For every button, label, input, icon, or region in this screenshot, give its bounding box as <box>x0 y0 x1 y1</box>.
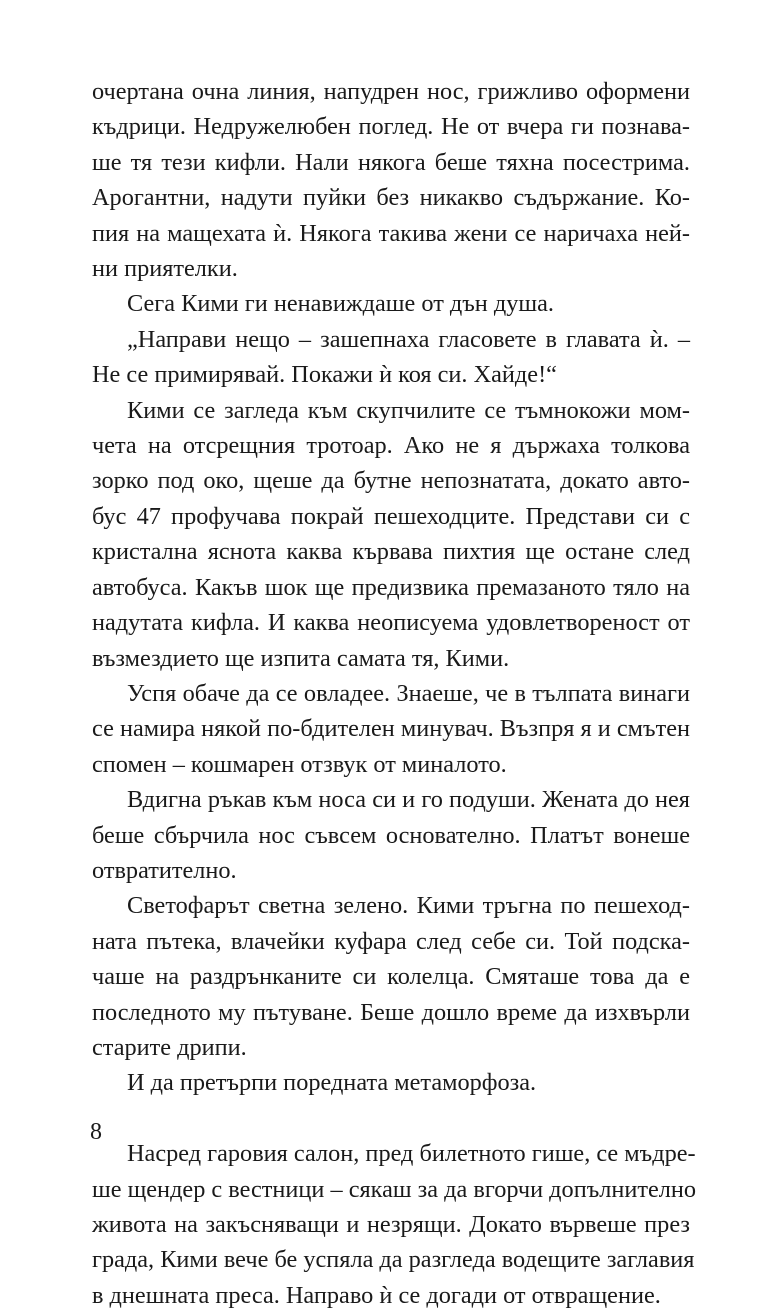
text-line: И да претърпи поредната метаморфоза. <box>127 1069 537 1097</box>
text-line: ната пътека, влачейки куфара след себе си. Той подска- <box>92 927 690 955</box>
paragraph <box>92 74 690 286</box>
text-line: къдрици. Недружелюбен поглед. Не от вчера ги познава- <box>92 113 690 141</box>
text-line: ше тя тези кифли. Нали някога беше тяхна посестрима. <box>92 148 690 176</box>
text-line: възмездието ще изпита самата тя, Кими. <box>92 644 510 672</box>
text-line: живота на закъсняващи и незрящи. Докато вървеше през <box>92 1210 690 1238</box>
paragraph <box>92 286 690 321</box>
text-line: очертана очна линия, напудрен нос, грижливо оформени <box>92 78 690 105</box>
text-line: чаше на раздрънканите си колелца. Смяташе това да е <box>92 963 690 991</box>
text-line: автобуса. Какъв шок ще предизвика премазаното тяло на <box>92 573 690 601</box>
text-line: Не се примирявай. Покажи ѝ коя си. Хайде!“ <box>92 361 557 389</box>
paragraph <box>92 393 690 676</box>
text-line: Успя обаче да се овладее. Знаеше, че в тълпата винаги <box>127 679 690 707</box>
text-line: Светофарът светна зелено. Кими тръгна по пешеход- <box>127 892 690 920</box>
paragraph <box>92 888 690 1065</box>
text-line: кристална яснота каква кървава пихтия ще остане след <box>92 538 690 566</box>
text-line: ше щендер с вестници – сякаш за да вгорчи допълнително <box>92 1175 697 1203</box>
text-line: в днешната преса. Направо ѝ се догади от отвращение. <box>92 1281 661 1309</box>
text-line: Сега Кими ги ненавиждаше от дън душа. <box>127 290 554 318</box>
text-line: се намира някой по-бдителен минувач. Възпря я и смътен <box>92 715 690 743</box>
paragraph <box>92 322 690 393</box>
text-line: чета на отсрещния тротоар. Ако не я държаха толкова <box>92 432 690 460</box>
text-line: отвратително. <box>92 856 237 884</box>
paragraph <box>92 676 690 782</box>
text-line: беше сбърчила нос съвсем основателно. Платът вонеше <box>92 821 690 849</box>
text-line: Арогантни, надути пуйки без никакво съдържание. Ко- <box>92 184 690 212</box>
paragraph <box>92 1136 697 1313</box>
section-break <box>92 1101 690 1136</box>
text-line: ни приятелки. <box>92 255 238 283</box>
text-line: „Направи нещо – зашепнаха гласовете в главата ѝ. – <box>127 325 690 353</box>
page-number: 8 <box>90 1119 102 1145</box>
text-line: бус 47 профучава покрай пешеходците. Представи си с <box>92 502 690 530</box>
text-line: града, Кими вече бе успяла да разгледа водещите заглавия <box>92 1246 695 1274</box>
text-line: Насред гаровия салон, пред билетното гише, се мъдре- <box>127 1140 696 1168</box>
paragraph <box>92 1065 690 1100</box>
page-body-text <box>92 74 697 1313</box>
paragraph <box>92 782 690 888</box>
text-line: пия на мащехата ѝ. Някога такива жени се наричаха ней- <box>92 219 690 247</box>
text-line: последното му пътуване. Беше дошло време да изхвърли <box>92 998 690 1026</box>
text-line: зорко под око, щеше да бутне непознатата, докато авто- <box>92 467 690 495</box>
text-line: спомен – кошмарен отзвук от миналото. <box>92 750 507 778</box>
text-line: Вдигна ръкав към носа си и го подуши. Жената до нея <box>127 786 690 814</box>
text-line: старите дрипи. <box>92 1033 247 1061</box>
text-line: надутата кифла. И каква неописуема удовлетвореност от <box>92 609 690 637</box>
text-line: Кими се загледа към скупчилите се тъмнокожи мом- <box>127 396 690 424</box>
